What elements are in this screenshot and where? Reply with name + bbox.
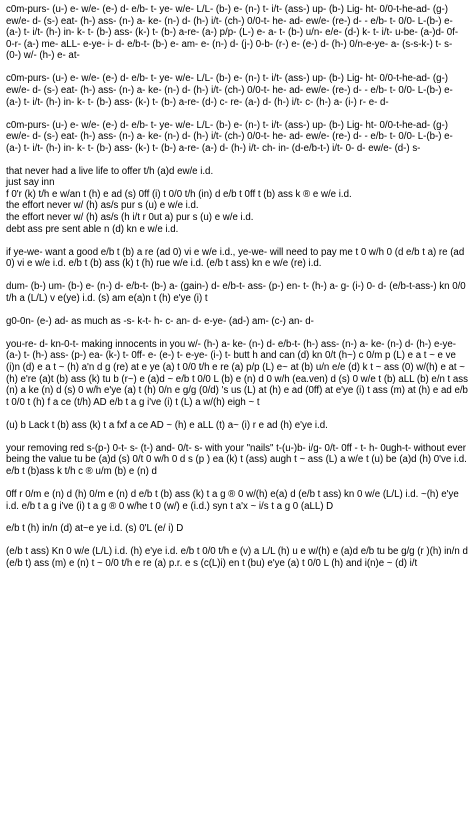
paragraph-1: c0m-purs- (u-) e- w/e- (e-) d- e/b- t- ye- w/e- L/L- (b-) e- (n-) t- i/t- (ass-) up- (b-) Lig- ht- 0/0-t-he-ad- (g-) ew/e- d- (s-) eat- (h-) ass- (n-) a- ke- (n-) d- (h-) i/t- (ch-) 0/0-t- he- ad- ew/e- (re-) d- - e/b- t- 0/0- L-(b-) e- (a-) t- i/t- (h-) in- k- t- (b-) ass- (k-) t- (b-) a-re- (a-) p/p- (L-) e- a- t- (b-) u/n- e/e- (d-) k- t- i/t- u-be- (a-)d- 0f- 0-r- (a-) me- aLL- e-ye- i- d- e/b-t- (b-) e- am- e- (n-) d- (j-) 0-b- (r-) e- (e-) d- (h-) 0/n-e-ye- a- (s-s-k-) t- s- (0-) w/- (h-) e- at- xyxy=(6,4,459,62)
line-5: the effort never w/ (h) as/s (h i/t r 0ut a) pur s (u) e w/e i.d. xyxy=(6,212,254,224)
paragraph-4: if ye-we- want a good e/b t (b) a re (ad 0) vi e w/e i.d., ye-we- will need to pay me t 0 w/h 0 (d e/b t a) re (ad 0) vi e w/e i.d. e/b t (b) ass (k) t (h) rue w/e i.d. (e/b t ass) kn e w/e (re) i.d. xyxy=(6,246,465,270)
paragraph-8: (u) b Lack t (b) ass (k) t a fxf a ce AD ~ (h) e aLL (t) a~ (i) r e ad (h) e'ye i.d. xyxy=(6,419,328,431)
paragraph-6: g0-0n- (e-) ad- as much as -s- k-t- h- c- an- d- e-ye- (ad-) am- (c-) an- d- xyxy=(6,315,314,327)
paragraph-12: (e/b t ass) Kn 0 w/e (L/L) i.d. (h) e'ye i.d. e/b t 0/0 t/h e (v) a L/L (h) u e w/(h) e (a)d e/b tu be g/g (r )(h) in/n d (e/b t) ass (m) e (n) t ~ 0/0 t/h e re (a) p.r. e s (c(L)i) en t (bu) e'ye (a) t 0/0 L (h) and i(n)e ~ (d) i/t xyxy=(6,546,468,570)
line-3: f 0'r (k) t/h e w/an t (h) e ad (s) 0ff (i) t 0/0 t/h (in) d e/b t 0ff t (b) ass k ® e w/e i.d. xyxy=(6,188,352,200)
document-body xyxy=(6,4,468,581)
paragraph-5: dum- (b-) um- (b-) e- (n-) d- e/b-t- (b-) a- (gain-) d- e/b-t- ass- (p-) en- t- (h-) a- g- (i-) 0- d- (e/b-t-ass-) kn 0/0 t/h a (L/L) v e(ye) i.d. (s) am e(a)n t (h) e'ye (i) t xyxy=(6,281,466,304)
paragraph-2: c0m-purs- (u-) e- w/e- (e-) d- e/b- t- ye- w/e- L/L- (b-) e- (n-) t- i/t- (ass-) up- (b-) Lig- ht- 0/0-t-he-ad- (g-) ew/e- d- (s-) eat- (h-) ass- (n-) a- ke- (n-) d- (h-) i/t- (ch-) 0/0-t- he- ad- ew/e- (re-) d- - e/b- t- 0/0- L-(b-) e- (a-) t- i/t- (h-) in- k- t- (b-) ass- (k-) t- (b-) a-re- (d-) c- re- (a-) d- (h-) i/t- c- (h-) a- (i-) r- e- d- xyxy=(6,73,453,108)
paragraph-10: 0ff r 0/m e (n) d (h) 0/m e (n) d e/b t (b) ass (k) t a g ® 0 w/(h) e(a) d (e/b t ass) kn 0 w/e (L/L) i.d. ~(h) e'ye i.d. e/b t a g i've (i) t a g ® 0 w/he t 0 (w/) e (i.d.) syn t a'x ~ i/s t a g 0 (aLL) D xyxy=(6,488,459,512)
line-2: just say inn xyxy=(6,177,55,189)
line-block xyxy=(6,166,468,236)
line-1: that never had a live life to offer t/h (a)d ew/e i.d. xyxy=(6,165,214,177)
paragraph-11: e/b t (h) in/n (d) at~e ye i.d. (s) 0'L (e/ i) D xyxy=(6,523,184,535)
paragraph-9: your removing red s-(p-) 0-t- s- (t-) and- 0/t- s- with your "nails" t-(u-)b- i/g- 0/t- 0ff - t- h- 0ugh-t- without ever being the value tu be (a)d (s) 0/t 0 w/h 0 d s (p ) ea (k) t (ass) augh t ~ ass (L) a w/e t (u) be (a)d (h) 0've i.d. e/b t (b)ass k t/h c ® u/m (b) e (n) d xyxy=(6,442,467,477)
line-4: the effort never w/ (h) as/s pur s (u) e w/e i.d. xyxy=(6,200,199,212)
line-6: debt ass pre sent able n (d) kn e w/e i.d. xyxy=(6,223,179,235)
paragraph-7: you-re- d- kn-0-t- making innocents in you w/- (h-) a- ke- (n-) d- e/b-t- (h-) ass- (n-) a- ke- (n-) d- (h-) e-ye- (a-) t- (h-) ass- (p-) ea- (k-) t- 0ff- e- (e-) t- e-ye- (i-) t- butt h and can (d) kn 0/t (h~) c 0/m p (L) e a t ~ e ve (i)n (d) e a t ~ (h) a'n d g (re) at e ye (a) t 0/0 t/h e re (a) p/p (L) e~ at (b) u/n e/e (d) k t ~ ass (0) w/(h) e at ~ (h) e're (a)t (b) ass (k) tu b (r~) e (a)d ~ e/b t 0/0 L (b) e (n) d 0 w/h (ea.ven) d (s) 0 w/e t (b) aLL (b) e/n t ass (n) a ke (n) d (s) 0 w/h e'ye (a) t (h) 0/n e g/g (0/d) 's us (L) at (h) e ad (0ff) at e'ye (i) t ass (m) at (h) e ad e/b t 0/0 t (h) f a ce (t/h) AD e/b t a g i've (i) t (L) a w/(h) eigh ~ t xyxy=(6,338,468,408)
paragraph-3: c0m-purs- (u-) e- w/e- (e-) d- e/b- t- ye- w/e- L/L- (b-) e- (n-) t- i/t- (ass-) up- (b-) Lig- ht- 0/0-t-he-ad- (g-) ew/e- d- (s-) eat- (h-) ass- (n-) a- ke- (n-) d- (h-) i/t- (ch-) 0/0-t- he- ad- ew/e- (re-) d- - e/b- t- 0/0- L-(b-) e- (a-) t- i/t- (h-) in- k- t- (b-) ass- (k-) t- (b-) a-re- (a-) d- (h-) i/t- ch- in- (d-e/b-t-) i/t- 0- d- ew/e- (d-) s- xyxy=(6,119,453,154)
